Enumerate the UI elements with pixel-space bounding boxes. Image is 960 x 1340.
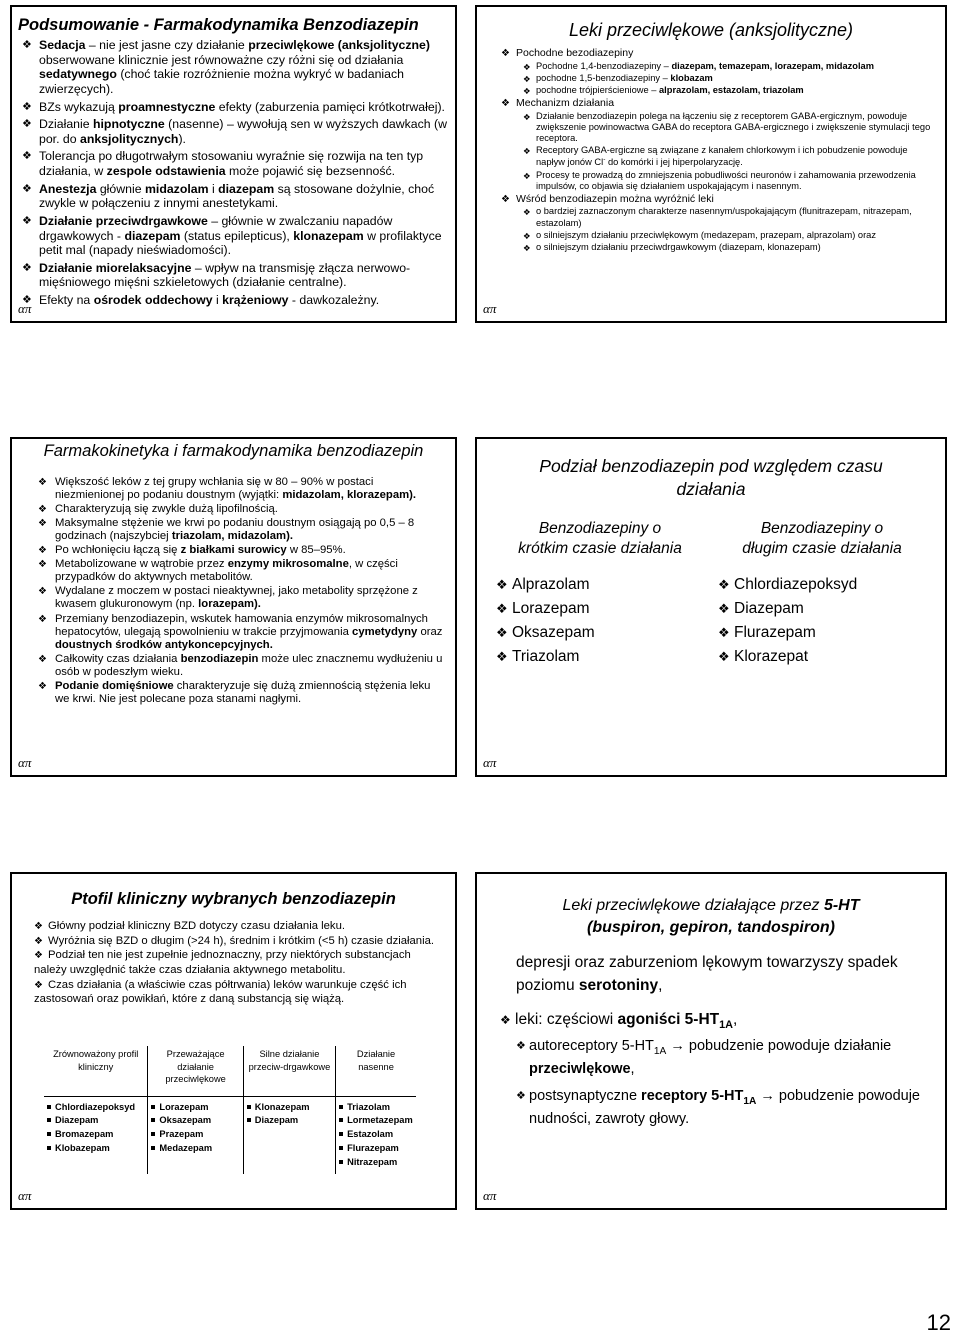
bullet-item: ❖ Czas działania (a właściwie czas półtrwania) leków warunkuje część ich zastosowań oraz powikłań, które z daną substancją się wiążą. (34, 978, 445, 1007)
slide-farmakodynamika-summary (10, 5, 457, 323)
drug-list (495, 573, 705, 669)
bullet-item: ❖ leki: częściowi agoniści $5-HT_{1A}$, ❖ autoreceptory $5-HT_{1A}$ → pobudzenie powoduje działanie przeciwlękowe, ❖ postsynaptyczne receptory $5-HT_{1A}$ → pobudzenie powoduje nudności, zawroty głowy. (499, 1009, 931, 1130)
bullet-item: ❖ Wyróżnia się BZD o długim (>24 h), średnim i krótkim (<5 h) czasie działania. (34, 934, 445, 949)
bullet-item: ❖ Charakteryzują się zwykle dużą lipofilnością. (37, 503, 445, 516)
bullet-item: ❖ Maksymalne stężenie we krwi po podaniu doustnym osiągają po 0,5 – 8 godzinach (najszybciej triazolam, midazolam). (37, 517, 445, 543)
drug-item: Flurazepam (339, 1142, 413, 1156)
drug-item: ❖ Oksazepam (495, 621, 705, 645)
bullet-item: ❖ Metabolizowane w wątrobie przez enzymy mikrosomalne, w części przypadków do aktywnych metabolitów. (37, 558, 445, 584)
slide-title: Ptofil kliniczny wybranych benzodiazepin (71, 890, 396, 908)
slide-profil-kliniczny (10, 872, 457, 1210)
sub-list (522, 61, 939, 96)
bullet-list (34, 919, 445, 1007)
alpha-pi-logo: απ (18, 301, 32, 316)
drug-item: Lormetazepam (339, 1114, 413, 1128)
slide-leki-5ht (475, 872, 947, 1210)
drug-item: Medazepam (151, 1142, 239, 1156)
table-cell (148, 1096, 243, 1174)
alpha-pi-logo: απ (483, 301, 497, 316)
sub-list (522, 111, 939, 192)
bullet-item: ❖ Efekty na ośrodek oddechowy i krążeniowy - dawkozależny. (21, 293, 447, 308)
bullet-list (500, 47, 939, 253)
sub-item: ❖ Działanie benzodiazepin polega na łączeniu się z receptorem GABA-ergicznym, powoduje zwiększenie powinowactwa GABA do receptora GABA-ergicznego i zwiększenie stymulacji tego receptora. (522, 111, 939, 144)
drug-item: ❖ Alprazolam (495, 573, 705, 597)
sub-item: ❖ o bardziej zaznaczonym charakterze nasennym/uspokajającym (flunitrazepam, nitrazepam, estazolam) (522, 206, 939, 228)
bullet-item: ❖ Tolerancja po długotrwałym stosowaniu wyraźnie się rozwija na ten typ działania, w zespole odstawienia może pojawić się bezsenność. (21, 149, 447, 178)
sub-list (515, 1036, 931, 1130)
drug-item: Klobazepam (47, 1142, 144, 1156)
column-heading: Benzodiazepiny o krótkim czasie działania (518, 520, 682, 558)
slide-title: Leki przeciwlękowe działające przez 5-HT (buspiron, gepiron, tandospiron) (562, 897, 860, 936)
bullet-item: ❖ Działanie miorelaksacyjne – wpływ na transmisję złącza nerwowo-mięśniowego mięśni szkieletowych (działanie centralne). (21, 261, 447, 290)
table-cell (44, 1096, 148, 1174)
slide-title: Podsumowanie - Farmakodynamika Benzodiazepin (18, 16, 419, 34)
column-short-acting (495, 519, 705, 669)
sub-item: ❖ Pochodne 1,4-benzodiazepiny – diazepam, temazepam, lorazepam, midazolam (522, 61, 939, 72)
slide-farmakokinetyka (10, 437, 457, 777)
drug-item: Klonazepam (247, 1101, 332, 1115)
sub-list (522, 206, 939, 253)
slide-title: Farmakokinetyka i farmakodynamika benzodiazepin (43, 442, 424, 460)
intro-paragraph: depresji oraz zaburzeniom lękowym towarzyszy spadek poziomu serotoniny, (516, 954, 898, 994)
drug-item: ❖ Triazolam (495, 645, 705, 669)
bullet-item: ❖ Mechanizm działania ❖ Działanie benzodiazepin polega na łączeniu się z receptorem GABA-ergicznym, powoduje zwiększenie powinowactwa GABA do receptora GABA-ergicznego i zwiększenie stymulacji tego receptora. ❖ Receptory GABA-ergiczne są związane z kanałem chlorkowym i ich pobudzenie powoduje napływ jonów Cl- do komórki i jej hiperpolaryzację. ❖ Procesy te prowadzą do zmniejszenia pobudliwości neuronów i zahamowania przewodzenia impulsów, co objawia się działaniem uspokajającym i nasennym. (500, 97, 939, 192)
bullet-item: ❖ Sedacja – nie jest jasne czy działanie przeciwlękowe (anksjolityczne) obserwowane klinicznie jest równoważne czy różni się od działania sedatywnego (choć takie rozróżnienie można wykryć w badaniach zwierzęcych). (21, 38, 447, 97)
drug-item: ❖ Chlordiazepoksyd (717, 573, 927, 597)
bullet-item: ❖ Po wchłonięciu łączą się z białkami surowicy w 85–95%. (37, 544, 445, 557)
sub-item: ❖ pochodne trójpierścieniowe – alprazolam, estazolam, triazolam (522, 85, 939, 96)
drug-list (717, 573, 927, 669)
bullet-item: ❖ Podział ten nie jest zupełnie jednoznaczny, przy niektórych substancjach należy uwzględnić także czas działania aktywnego metabolitu. (34, 948, 445, 977)
bullet-item: ❖ Przemiany benzodiazepin, wskutek hamowania enzymów mikrosomalnych hepatocytów, ulegają spowolnieniu w trakcie przyjmowania cymetydyny oraz doustnych środków antykoncepcyjnych. (37, 613, 445, 652)
alpha-pi-logo: απ (18, 1188, 32, 1203)
drug-item: ❖ Flurazepam (717, 621, 927, 645)
clinical-profile-table (44, 1046, 416, 1174)
alpha-pi-logo: απ (483, 1188, 497, 1203)
table-header: Przeważające działanie przeciwlękowe (148, 1046, 243, 1096)
drug-item: Diazepam (47, 1114, 144, 1128)
drug-item: Bromazepam (47, 1128, 144, 1142)
bullet-item: ❖ Anestezja głównie midazolam i diazepam są stosowane dożylnie, choć zwykle w połączeniu z innymi anestetykami. (21, 182, 447, 211)
slide-title: Leki przeciwlękowe (anksjolityczne) (568, 20, 854, 40)
drug-item: Oksazepam (151, 1114, 239, 1128)
alpha-pi-logo: απ (18, 755, 32, 770)
table-cell (336, 1096, 416, 1174)
drug-item: ❖ Klorazepat (717, 645, 927, 669)
table-header: Działanie nasenne (336, 1046, 416, 1096)
sub-item: ❖ o silniejszym działaniu przeciwdrgawkowym (diazepam, klonazepam) (522, 242, 939, 253)
drug-item: ❖ Diazepam (717, 597, 927, 621)
sub-item: ❖ autoreceptory $5-HT_{1A}$ → pobudzenie powoduje działanie przeciwlękowe, (515, 1036, 931, 1080)
bullet-item: ❖ Działanie przeciwdrgawkowe – głównie w zwalczaniu napadów drgawkowych - diazepam (status epilepticus), klonazepam w profilaktyce petit mal (napady nieświadomości). (21, 214, 447, 258)
column-heading: Benzodiazepiny o długim czasie działania (742, 520, 902, 558)
alpha-pi-logo: απ (483, 755, 497, 770)
bullet-item: ❖ Główny podział kliniczny BZD dotyczy czasu działania leku. (34, 919, 445, 934)
column-long-acting (717, 519, 927, 669)
drug-item: Prazepam (151, 1128, 239, 1142)
bullet-list (21, 38, 447, 308)
sub-item: ❖ o silniejszym działaniu przeciwlękowym (medazepam, prazepam, alprazolam) oraz (522, 230, 939, 241)
page-number: 12 (926, 1310, 951, 1335)
table-header: Silne działanie przeciw-drgawkowe (243, 1046, 335, 1096)
bullet-item: ❖ Podanie domięśniowe charakteryzuje się dużą zmiennością stężenia leku we krwi. Nie jest polecane poza stanami nagłymi. (37, 680, 445, 706)
sub-item: ❖ Receptory GABA-ergiczne są związane z kanałem chlorkowym i ich pobudzenie powoduje napływ jonów Cl- do komórki i jej hiperpolaryzację. (522, 145, 939, 168)
bullet-item: ❖ Całkowity czas działania benzodiazepin może ulec znacznemu wydłużeniu u osób w podeszłym wieku. (37, 653, 445, 679)
bullet-item: ❖ BZs wykazują proamnestyczne efekty (zaburzenia pamięci krótkotrwałej). (21, 100, 447, 115)
sub-item: ❖ pochodne 1,5-benzodiazepiny – klobazam (522, 73, 939, 84)
drug-item: Triazolam (339, 1101, 413, 1115)
bullet-item: ❖ Większość leków z tej grupy wchłania się w 80 – 90% w postaci niezmienionej po podaniu doustnym (wyjątki: midazolam, klorazepam). (37, 476, 445, 502)
table-cell (243, 1096, 335, 1174)
bullet-item: ❖ Wydalane z moczem w postaci nieaktywnej, jako metabolity sprzężone z kwasem glukuronowym (np. lorazepam). (37, 585, 445, 611)
bullet-item: ❖ Pochodne bezodiazepiny ❖ Pochodne 1,4-benzodiazepiny – diazepam, temazepam, lorazepam, midazolam ❖ pochodne 1,5-benzodiazepiny – klobazam ❖ pochodne trójpierścieniowe – alprazolam, estazolam, triazolam (500, 47, 939, 96)
sub-item: ❖ postsynaptyczne receptory $5-HT_{1A}$ → pobudzenie powoduje nudności, zawroty głowy. (515, 1086, 931, 1130)
bullet-list (37, 476, 445, 707)
drug-item: Estazolam (339, 1128, 413, 1142)
drug-item: Chlordiazepoksyd (47, 1101, 144, 1115)
table-header: Zrównoważony profil kliniczny (44, 1046, 148, 1096)
bullet-list (499, 1009, 931, 1130)
sub-item: ❖ Procesy te prowadzą do zmniejszenia pobudliwości neuronów i zahamowania przewodzenia impulsów, co objawia się działaniem uspokajającym i nasennym. (522, 170, 939, 192)
drug-item: Nitrazepam (339, 1156, 413, 1170)
drug-item: Lorazepam (151, 1101, 239, 1115)
slide-title: Podział benzodiazepin pod względem czasu działania (539, 456, 883, 499)
bullet-item: ❖ Działanie hipnotyczne (nasenne) – wywołują sen w wyższych dawkach (w por. do anksjolitycznych). (21, 117, 447, 146)
slide-leki-przeciwlekowe (475, 5, 947, 323)
drug-item: Diazepam (247, 1114, 332, 1128)
drug-item: ❖ Lorazepam (495, 597, 705, 621)
bullet-item: ❖ Wśród benzodiazepin można wyróżnić leki ❖ o bardziej zaznaczonym charakterze nasennym/uspokajającym (flunitrazepam, nitrazepam, estazolam) ❖ o silniejszym działaniu przeciwlękowym (medazepam, prazepam, alprazolam) oraz ❖ o silniejszym działaniu przeciwdrgawkowym (diazepam, klonazepam) (500, 193, 939, 253)
slide-podzial-czas-dzialania (475, 437, 947, 777)
